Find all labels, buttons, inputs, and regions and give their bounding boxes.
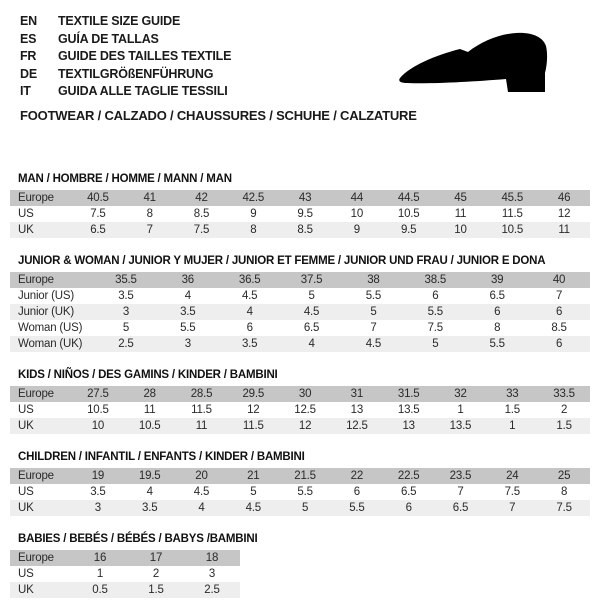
language-label: GUÍA DE TALLAS xyxy=(58,31,159,46)
size-value: 6 xyxy=(432,289,439,302)
size-value: 41 xyxy=(124,190,176,206)
row-label: Junior (UK) xyxy=(10,304,95,320)
size-value: 6 xyxy=(383,500,435,516)
size-value: 1 xyxy=(457,403,464,416)
size-value: 7 xyxy=(124,222,176,238)
size-value: 2.5 xyxy=(95,336,157,352)
size-value: 7.5 xyxy=(504,485,520,498)
size-value: 38.5 xyxy=(404,272,466,288)
size-value: 10.5 xyxy=(87,403,109,416)
size-value: 27.5 xyxy=(72,386,124,402)
size-value: 6 xyxy=(246,321,253,334)
size-value: 44.5 xyxy=(383,190,435,206)
category-title: FOOTWEAR / CALZADO / CHAUSSURES / SCHUHE / CALZATURE xyxy=(20,107,417,123)
size-value: 10 xyxy=(72,418,124,434)
size-value: 5 xyxy=(122,321,130,334)
table-row-uk xyxy=(10,582,240,598)
size-table-man xyxy=(10,190,590,238)
size-value: 7.5 xyxy=(427,321,443,334)
size-value: 28 xyxy=(124,386,176,402)
size-value: 13 xyxy=(350,403,364,416)
size-value: 2.5 xyxy=(184,582,240,598)
size-value: 7.5 xyxy=(90,207,106,220)
size-value: 24 xyxy=(486,468,538,484)
size-value: 12 xyxy=(247,403,260,416)
row-label: US xyxy=(18,207,34,220)
size-value: 4.5 xyxy=(193,485,210,498)
size-value: 6.5 xyxy=(400,485,417,498)
size-value: 3 xyxy=(95,304,157,320)
size-value: 21 xyxy=(227,468,279,484)
size-value: 12 xyxy=(279,418,331,434)
size-value: 4 xyxy=(184,289,191,302)
size-value: 5.5 xyxy=(404,304,466,320)
size-value: 44 xyxy=(331,190,383,206)
size-value: 12 xyxy=(557,207,571,220)
size-value: 45.5 xyxy=(486,190,538,206)
size-value: 31.5 xyxy=(383,386,435,402)
row-label: Woman (US) xyxy=(18,321,83,334)
table-row-europe xyxy=(10,190,590,206)
row-label: Europe xyxy=(10,550,72,566)
size-value: 11.5 xyxy=(227,418,279,434)
size-value: 11.5 xyxy=(191,403,212,416)
size-value: 3 xyxy=(208,567,216,580)
size-table-babies xyxy=(10,550,240,598)
language-label: TEXTILGRÖßENFÜHRUNG xyxy=(58,66,214,81)
size-value: 0.5 xyxy=(72,582,128,598)
size-value: 8 xyxy=(227,222,279,238)
language-label: GUIDA ALLE TAGLIE TESSILI xyxy=(58,84,228,98)
size-value: 19.5 xyxy=(124,468,176,484)
size-value: 19 xyxy=(72,468,124,484)
size-value: 13 xyxy=(383,418,435,434)
size-value: 3.5 xyxy=(118,289,134,302)
size-value: 6 xyxy=(528,336,590,352)
size-value: 5 xyxy=(250,485,257,498)
size-value: 6 xyxy=(353,485,360,498)
size-value: 1.5 xyxy=(128,582,184,598)
size-value: 28.5 xyxy=(176,386,228,402)
shoe-icon xyxy=(394,28,574,100)
size-value: 2 xyxy=(560,403,568,416)
size-value: 31 xyxy=(331,386,383,402)
row-label: Woman (UK) xyxy=(10,336,95,352)
table-row-europe xyxy=(10,550,240,566)
size-value: 29.5 xyxy=(227,386,279,402)
size-value: 8.5 xyxy=(279,222,331,238)
size-value: 3.5 xyxy=(90,485,106,498)
row-label: UK xyxy=(10,582,72,598)
size-value: 10.5 xyxy=(124,418,176,434)
size-value: 4 xyxy=(146,485,153,498)
size-value: 40.5 xyxy=(72,190,124,206)
size-value: 1 xyxy=(96,567,104,580)
size-value: 13.5 xyxy=(435,418,487,434)
size-value: 12.5 xyxy=(294,403,316,416)
size-table-children xyxy=(10,468,590,516)
size-value: 7.5 xyxy=(538,500,590,516)
size-value: 6.5 xyxy=(72,222,124,238)
size-value: 13.5 xyxy=(397,403,420,416)
row-label: Europe xyxy=(10,386,72,402)
size-table-section-junior-woman xyxy=(10,255,590,352)
size-value: 1.5 xyxy=(538,418,590,434)
size-value: 4.5 xyxy=(227,500,279,516)
section-title-babies: BABIES / BEBÉS / BÉBÉS / BABYS /BAMBINI xyxy=(18,532,258,545)
section-title-children: CHILDREN / INFANTIL / ENFANTS / KINDER / BAMBINI xyxy=(18,450,305,463)
size-value: 6 xyxy=(528,304,590,320)
size-value: 4.5 xyxy=(241,289,258,302)
size-value: 5 xyxy=(308,289,315,302)
size-value: 1.5 xyxy=(504,403,520,416)
size-value: 12.5 xyxy=(331,418,383,434)
size-value: 5 xyxy=(279,500,331,516)
size-value: 11.5 xyxy=(501,207,523,220)
size-value: 16 xyxy=(72,550,128,566)
size-value: 35.5 xyxy=(95,272,157,288)
size-value: 9.5 xyxy=(383,222,435,238)
size-value: 33.5 xyxy=(538,386,590,402)
size-value: 3 xyxy=(72,500,124,516)
table-row-europe xyxy=(10,272,590,288)
size-value: 22.5 xyxy=(383,468,435,484)
table-row-us xyxy=(10,206,590,222)
size-value: 8.5 xyxy=(551,321,567,334)
row-label: Europe xyxy=(10,190,72,206)
row-label: Junior (US) xyxy=(18,289,74,302)
size-table-kids xyxy=(10,386,590,434)
size-value: 21.5 xyxy=(279,468,331,484)
size-value: 39 xyxy=(466,272,528,288)
size-value: 9.5 xyxy=(297,207,313,220)
size-value: 20 xyxy=(176,468,228,484)
table-row-us xyxy=(10,484,590,500)
table-row-europe xyxy=(10,386,590,402)
size-value: 1 xyxy=(486,418,538,434)
row-label: US xyxy=(18,485,34,498)
size-value: 7 xyxy=(370,321,377,334)
language-code: FR xyxy=(20,49,37,63)
row-label: UK xyxy=(10,418,72,434)
size-value: 3.5 xyxy=(157,304,219,320)
row-label: US xyxy=(18,403,34,416)
size-value: 4.5 xyxy=(281,304,343,320)
section-title-junior-woman: JUNIOR & WOMAN / JUNIOR Y MUJER / JUNIOR ET FEMME / JUNIOR UND FRAU / JUNIOR E DONA xyxy=(18,254,546,267)
table-row-woman-uk xyxy=(10,336,590,352)
size-value: 36.5 xyxy=(219,272,281,288)
table-row-uk xyxy=(10,222,590,238)
size-table-section-man xyxy=(10,173,590,238)
size-table-junior-woman xyxy=(10,272,590,352)
language-code: DE xyxy=(20,66,37,81)
size-table-section-children xyxy=(10,451,590,516)
row-label: Europe xyxy=(10,272,95,288)
size-value: 9 xyxy=(250,207,257,220)
section-title-kids: KIDS / NIÑOS / DES GAMINS / KINDER / BAMBINI xyxy=(18,368,278,381)
size-value: 22 xyxy=(331,468,383,484)
size-value: 42.5 xyxy=(227,190,279,206)
size-value: 11 xyxy=(176,418,228,434)
size-value: 17 xyxy=(128,550,184,566)
size-value: 40 xyxy=(528,272,590,288)
size-value: 25 xyxy=(538,468,590,484)
size-value: 2 xyxy=(152,567,160,580)
table-row-europe xyxy=(10,468,590,484)
table-row-us xyxy=(10,566,240,582)
size-value: 8 xyxy=(560,485,568,498)
size-value: 46 xyxy=(538,190,590,206)
size-value: 5.5 xyxy=(180,321,196,334)
size-value: 7 xyxy=(457,485,464,498)
size-value: 10.5 xyxy=(486,222,538,238)
size-value: 3.5 xyxy=(124,500,176,516)
table-row-uk xyxy=(10,418,590,434)
size-value: 7 xyxy=(555,289,563,302)
size-value: 5.5 xyxy=(331,500,383,516)
size-value: 11 xyxy=(454,207,467,220)
size-value: 5 xyxy=(343,304,405,320)
language-label: GUIDE DES TAILLES TEXTILE xyxy=(58,49,232,63)
section-title-man: MAN / HOMBRE / HOMME / MANN / MAN xyxy=(18,172,232,185)
row-label: Europe xyxy=(10,468,72,484)
size-value: 32 xyxy=(435,386,487,402)
size-value: 38 xyxy=(343,272,405,288)
size-value: 6 xyxy=(466,304,528,320)
language-code: IT xyxy=(20,84,31,98)
size-value: 4 xyxy=(176,500,228,516)
size-value: 42 xyxy=(176,190,228,206)
size-table-section-babies xyxy=(10,533,590,598)
size-value: 33 xyxy=(486,386,538,402)
size-value: 11 xyxy=(538,222,590,238)
size-value: 6.5 xyxy=(303,321,320,334)
language-label: TEXTILE SIZE GUIDE xyxy=(58,14,181,28)
table-row-uk xyxy=(10,500,590,516)
size-table-section-kids xyxy=(10,369,590,434)
size-value: 5 xyxy=(404,336,466,352)
size-value: 5.5 xyxy=(365,289,382,302)
size-value: 11 xyxy=(143,403,156,416)
size-value: 9 xyxy=(331,222,383,238)
row-label: UK xyxy=(10,500,72,516)
size-value: 8.5 xyxy=(193,207,210,220)
size-tables xyxy=(10,173,590,598)
table-row-woman-us xyxy=(10,320,590,336)
size-value: 37.5 xyxy=(281,272,343,288)
table-row-junior-us xyxy=(10,288,590,304)
size-value: 36 xyxy=(157,272,219,288)
size-value: 6.5 xyxy=(489,289,505,302)
size-value: 4.5 xyxy=(343,336,405,352)
language-code: ES xyxy=(20,31,37,46)
table-row-us xyxy=(10,402,590,418)
size-value: 3.5 xyxy=(219,336,281,352)
size-value: 4 xyxy=(281,336,343,352)
language-code: EN xyxy=(20,14,37,28)
row-label: UK xyxy=(10,222,72,238)
row-label: US xyxy=(18,567,34,580)
size-value: 30 xyxy=(279,386,331,402)
size-value: 8 xyxy=(494,321,501,334)
size-value: 8 xyxy=(146,207,153,220)
size-value: 10 xyxy=(350,207,364,220)
size-value: 7 xyxy=(486,500,538,516)
size-value: 3 xyxy=(157,336,219,352)
size-value: 45 xyxy=(435,190,487,206)
size-value: 6.5 xyxy=(435,500,487,516)
size-value: 5.5 xyxy=(466,336,528,352)
size-value: 23.5 xyxy=(435,468,487,484)
size-value: 18 xyxy=(184,550,240,566)
size-value: 7.5 xyxy=(176,222,228,238)
size-value: 43 xyxy=(279,190,331,206)
size-value: 4 xyxy=(219,304,281,320)
size-value: 10 xyxy=(435,222,487,238)
size-value: 5.5 xyxy=(297,485,313,498)
size-value: 10.5 xyxy=(397,207,420,220)
table-row-junior-uk xyxy=(10,304,590,320)
